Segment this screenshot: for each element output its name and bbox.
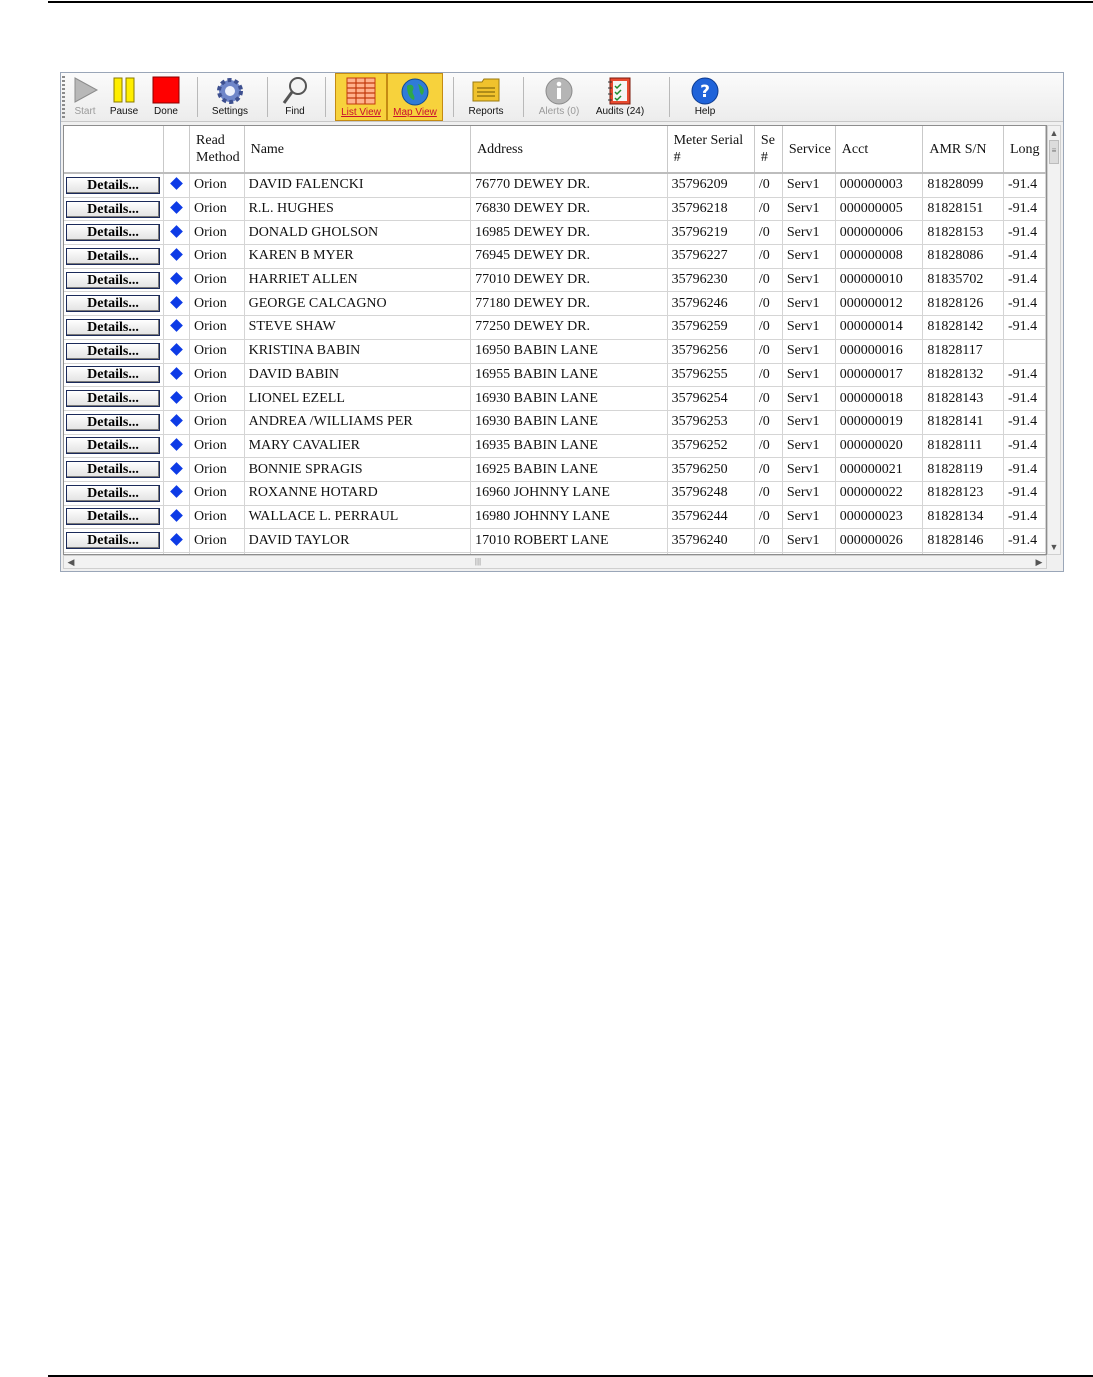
details-cell (64, 458, 164, 482)
column-header-se[interactable]: Se # (754, 126, 782, 173)
name-cell: HARRIET ALLEN (244, 268, 470, 292)
diamond-status-icon (170, 462, 183, 475)
diamond-status-icon (170, 533, 183, 546)
table-row[interactable] (64, 316, 1046, 340)
svg-text:?: ? (700, 82, 710, 102)
meter-serial-cell: 35796256 (667, 339, 754, 363)
details-button[interactable]: Details... (66, 437, 160, 454)
long-cell: -91.4 (1003, 410, 1045, 434)
read-method-cell: Orion (190, 245, 245, 269)
meter-serial-cell: 35796253 (667, 410, 754, 434)
se-cell: /0 (754, 387, 782, 411)
done-button[interactable] (147, 73, 185, 121)
se-cell: /0 (754, 245, 782, 269)
diamond-status-icon (170, 391, 183, 404)
address-cell: 77250 DEWEY DR. (471, 316, 668, 340)
start-label: Start (74, 106, 96, 117)
se-cell: /0 (754, 529, 782, 553)
details-button[interactable]: Details... (66, 390, 160, 407)
se-cell: /0 (754, 339, 782, 363)
service-cell: Serv1 (782, 481, 835, 505)
alerts-button[interactable] (533, 73, 585, 121)
read-method-cell: Orion (190, 268, 245, 292)
service-cell: Serv1 (782, 316, 835, 340)
se-cell: /0 (754, 173, 782, 197)
service-cell: Serv1 (782, 410, 835, 434)
diamond-status-icon (170, 249, 183, 262)
pause-label: Pause (109, 106, 139, 117)
amr-sn-cell: 81835702 (923, 268, 1004, 292)
meter-serial-cell: 35796230 (667, 268, 754, 292)
read-method-cell: Orion (190, 458, 245, 482)
long-cell: -91.4 (1003, 387, 1045, 411)
details-cell (64, 245, 164, 269)
amr-sn-cell: 81828117 (923, 339, 1004, 363)
se-cell: /0 (754, 434, 782, 458)
details-cell (64, 173, 164, 197)
done-label: Done (154, 106, 178, 117)
address-cell: 16930 BABIN LANE (471, 410, 668, 434)
service-cell: Serv1 (782, 458, 835, 482)
name-cell: ROXANNE HOTARD (244, 481, 470, 505)
read-method-cell: Orion (190, 292, 245, 316)
scroll-up-arrow-icon[interactable]: ▲ (1049, 128, 1059, 138)
meter-serial-cell: 35796248 (667, 481, 754, 505)
amr-sn-cell: 81828146 (923, 529, 1004, 553)
se-cell: /0 (754, 458, 782, 482)
service-cell: Serv1 (782, 245, 835, 269)
column-header-status[interactable] (164, 126, 190, 173)
acct-cell: 000000010 (835, 268, 923, 292)
details-button[interactable]: Details... (66, 461, 160, 478)
amr-sn-cell: 81828099 (923, 173, 1004, 197)
meter-table (64, 126, 1046, 555)
long-cell: -91.4 (1003, 316, 1045, 340)
long-cell: -91.4 (1003, 292, 1045, 316)
table-row[interactable] (64, 268, 1046, 292)
info-icon (544, 76, 574, 106)
toolbar-grip[interactable] (62, 76, 65, 118)
vertical-scroll-thumb[interactable]: ≡ (1049, 140, 1059, 164)
column-header-read-method[interactable]: Read Method (190, 126, 245, 173)
help-icon (690, 76, 720, 106)
gear-icon (215, 76, 245, 106)
amr-sn-cell: 81828086 (923, 245, 1004, 269)
diamond-status-icon (170, 414, 183, 427)
details-cell (64, 268, 164, 292)
toolbar-separator (669, 77, 670, 117)
details-cell (64, 387, 164, 411)
amr-sn-cell: 81828126 (923, 292, 1004, 316)
scroll-down-arrow-icon[interactable]: ▼ (1049, 542, 1059, 552)
name-cell: ANDREA /WILLIAMS PER (244, 410, 470, 434)
address-cell: 16935 BABIN LANE (471, 434, 668, 458)
status-cell (164, 173, 190, 197)
service-cell: Serv1 (782, 221, 835, 245)
scroll-right-arrow-icon[interactable]: ▶ (1035, 557, 1043, 567)
acct-cell: 000000020 (835, 434, 923, 458)
meter-reading-window (60, 72, 1064, 572)
details-cell (64, 505, 164, 529)
toolbar-separator (325, 77, 326, 117)
table-row[interactable] (64, 197, 1046, 221)
address-cell: 16960 JOHNNY LANE (471, 481, 668, 505)
diamond-status-icon (170, 320, 183, 333)
reports-label: Reports (468, 106, 504, 117)
name-cell: DAVID FALENCKI (244, 173, 470, 197)
name-cell: KAREN B MYER (244, 245, 470, 269)
status-cell (164, 363, 190, 387)
service-cell: Serv1 (782, 363, 835, 387)
table-row[interactable] (64, 529, 1046, 553)
long-cell: -91.4 (1003, 268, 1045, 292)
diamond-status-icon (170, 509, 183, 522)
settings-label: Settings (211, 106, 249, 117)
help-label: Help (694, 106, 716, 117)
acct-cell: 000000019 (835, 410, 923, 434)
acct-cell: 000000008 (835, 245, 923, 269)
address-cell: 77010 DEWEY DR. (471, 268, 668, 292)
acct-cell: 000000012 (835, 292, 923, 316)
diamond-status-icon (170, 438, 183, 451)
read-method-cell: Orion (190, 363, 245, 387)
status-cell (164, 316, 190, 340)
acct-cell: 000000016 (835, 339, 923, 363)
diamond-status-icon (170, 201, 183, 214)
acct-cell: 000000005 (835, 197, 923, 221)
details-cell (64, 363, 164, 387)
service-cell: Serv1 (782, 173, 835, 197)
status-cell (164, 505, 190, 529)
audits-label: Audits (24) (595, 106, 645, 117)
details-cell (64, 292, 164, 316)
read-method-cell: Orion (190, 173, 245, 197)
amr-sn-cell: 81828111 (923, 434, 1004, 458)
diamond-status-icon (170, 343, 183, 356)
diamond-status-icon (170, 272, 183, 285)
start-button[interactable] (67, 73, 103, 121)
column-header-amr-sn[interactable]: AMR S/N (923, 126, 1004, 173)
table-row[interactable] (64, 221, 1046, 245)
checklist-notebook-icon (605, 76, 635, 106)
acct-cell: 000000022 (835, 481, 923, 505)
toolbar-separator (453, 77, 454, 117)
address-cell: 16955 BABIN LANE (471, 363, 668, 387)
column-header-service[interactable]: Service (782, 126, 835, 173)
read-method-cell: Orion (190, 434, 245, 458)
meter-serial-cell: 35796240 (667, 529, 754, 553)
long-cell (1003, 339, 1045, 363)
meter-serial-cell: 35796246 (667, 292, 754, 316)
read-method-cell: Orion (190, 387, 245, 411)
table-row[interactable] (64, 458, 1046, 482)
table-row[interactable] (64, 434, 1046, 458)
name-cell: GEORGE CALCAGNO (244, 292, 470, 316)
address-cell: 16985 DEWEY DR. (471, 221, 668, 245)
details-cell (64, 434, 164, 458)
details-cell (64, 197, 164, 221)
diamond-status-icon (170, 296, 183, 309)
service-cell: Serv1 (782, 339, 835, 363)
map-view-label: Map View (393, 107, 437, 118)
status-cell (164, 221, 190, 245)
read-method-cell: Orion (190, 339, 245, 363)
amr-sn-cell: 81828151 (923, 197, 1004, 221)
read-method-cell: Orion (190, 505, 245, 529)
name-cell: STEVE SHAW (244, 316, 470, 340)
details-button[interactable]: Details... (66, 201, 160, 218)
acct-cell: 000000003 (835, 173, 923, 197)
diamond-status-icon (170, 485, 183, 498)
column-header-name[interactable]: Name (244, 126, 470, 173)
details-button[interactable]: Details... (66, 272, 160, 289)
meter-serial-cell: 35796259 (667, 316, 754, 340)
list-grid-icon (346, 77, 376, 105)
acct-cell: 000000017 (835, 363, 923, 387)
address-cell: 17010 ROBERT LANE (471, 529, 668, 553)
meter-serial-cell: 35796244 (667, 505, 754, 529)
long-cell: -91.4 (1003, 434, 1045, 458)
acct-cell: 000000014 (835, 316, 923, 340)
service-cell: Serv1 (782, 268, 835, 292)
column-header-meter-serial[interactable]: Meter Serial # (667, 126, 754, 173)
table-row[interactable] (64, 363, 1046, 387)
amr-sn-cell: 81828143 (923, 387, 1004, 411)
table-row[interactable] (64, 481, 1046, 505)
amr-sn-cell: 81828119 (923, 458, 1004, 482)
se-cell: /0 (754, 221, 782, 245)
status-cell (164, 387, 190, 411)
toolbar-separator (523, 77, 524, 117)
details-button[interactable]: Details... (66, 485, 160, 502)
table-row[interactable] (64, 339, 1046, 363)
se-cell: /0 (754, 410, 782, 434)
se-cell: /0 (754, 505, 782, 529)
acct-cell: 000000006 (835, 221, 923, 245)
amr-sn-cell: 81828153 (923, 221, 1004, 245)
name-cell: LIONEL EZELL (244, 387, 470, 411)
read-method-cell: Orion (190, 221, 245, 245)
acct-cell: 000000018 (835, 387, 923, 411)
horizontal-scroll-thumb[interactable]: ||| (474, 557, 482, 566)
name-cell: R.L. HUGHES (244, 197, 470, 221)
status-cell (164, 529, 190, 553)
details-cell (64, 221, 164, 245)
name-cell: DAVID BABIN (244, 363, 470, 387)
service-cell: Serv1 (782, 434, 835, 458)
status-cell (164, 458, 190, 482)
name-cell: DONALD GHOLSON (244, 221, 470, 245)
magnifier-icon (281, 76, 309, 106)
address-cell: 77180 DEWEY DR. (471, 292, 668, 316)
details-cell (64, 481, 164, 505)
meter-serial-cell: 35796209 (667, 173, 754, 197)
find-label: Find (285, 106, 305, 117)
long-cell: -91.4 (1003, 221, 1045, 245)
se-cell: /0 (754, 316, 782, 340)
long-cell: -91.4 (1003, 481, 1045, 505)
table-header-row (64, 126, 1046, 173)
read-method-cell: Orion (190, 316, 245, 340)
acct-cell: 000000026 (835, 529, 923, 553)
details-button[interactable]: Details... (66, 248, 160, 265)
service-cell: Serv1 (782, 387, 835, 411)
amr-sn-cell: 81828141 (923, 410, 1004, 434)
meter-serial-cell: 35796219 (667, 221, 754, 245)
top-rule (48, 1, 1093, 3)
address-cell: 16925 BABIN LANE (471, 458, 668, 482)
service-cell: Serv1 (782, 292, 835, 316)
se-cell: /0 (754, 292, 782, 316)
horizontal-scrollbar[interactable] (63, 555, 1047, 569)
address-cell: 16930 BABIN LANE (471, 387, 668, 411)
toolbar (61, 73, 1063, 122)
long-cell: -91.4 (1003, 173, 1045, 197)
address-cell: 16950 BABIN LANE (471, 339, 668, 363)
se-cell: /0 (754, 197, 782, 221)
long-cell: -91.4 (1003, 197, 1045, 221)
table-row[interactable] (64, 387, 1046, 411)
audits-button[interactable] (589, 73, 651, 121)
diamond-status-icon (170, 225, 183, 238)
list-view-label: List View (341, 107, 381, 118)
details-button[interactable]: Details... (66, 295, 160, 312)
amr-sn-cell: 81828142 (923, 316, 1004, 340)
long-cell: -91.4 (1003, 245, 1045, 269)
details-button[interactable]: Details... (66, 224, 160, 241)
vertical-scrollbar[interactable] (1047, 125, 1061, 555)
status-cell (164, 197, 190, 221)
meter-serial-cell: 35796252 (667, 434, 754, 458)
status-cell (164, 339, 190, 363)
alerts-label: Alerts (0) (538, 106, 580, 117)
se-cell: /0 (754, 268, 782, 292)
address-cell: 76770 DEWEY DR. (471, 173, 668, 197)
acct-cell: 000000021 (835, 458, 923, 482)
read-method-cell: Orion (190, 529, 245, 553)
details-button[interactable]: Details... (66, 366, 160, 383)
long-cell: -91.4 (1003, 458, 1045, 482)
details-button[interactable]: Details... (66, 177, 160, 194)
long-cell: -91.4 (1003, 529, 1045, 553)
find-button[interactable] (275, 73, 315, 121)
name-cell: DAVID TAYLOR (244, 529, 470, 553)
details-button[interactable]: Details... (66, 508, 160, 525)
table-row[interactable] (64, 410, 1046, 434)
status-cell (164, 434, 190, 458)
toolbar-separator (267, 77, 268, 117)
folder-icon (471, 76, 501, 104)
help-button[interactable] (685, 73, 725, 121)
table-row[interactable] (64, 245, 1046, 269)
read-method-cell: Orion (190, 197, 245, 221)
pause-button[interactable] (105, 73, 143, 121)
service-cell: Serv1 (782, 529, 835, 553)
column-header-acct[interactable]: Acct (835, 126, 923, 173)
service-cell: Serv1 (782, 197, 835, 221)
meter-list-grid (63, 125, 1047, 555)
pause-icon (111, 76, 137, 104)
meter-serial-cell: 35796254 (667, 387, 754, 411)
details-button[interactable]: Details... (66, 414, 160, 431)
details-cell (64, 410, 164, 434)
stop-icon (152, 76, 180, 104)
meter-table-body (64, 173, 1046, 555)
address-cell: 16980 JOHNNY LANE (471, 505, 668, 529)
acct-cell: 000000023 (835, 505, 923, 529)
diamond-status-icon (170, 177, 183, 190)
amr-sn-cell: 81828134 (923, 505, 1004, 529)
settings-button[interactable] (205, 73, 255, 121)
address-cell: 76830 DEWEY DR. (471, 197, 668, 221)
details-cell (64, 529, 164, 553)
details-button[interactable]: Details... (66, 532, 160, 549)
details-cell (64, 316, 164, 340)
read-method-cell: Orion (190, 481, 245, 505)
status-cell (164, 245, 190, 269)
meter-serial-cell: 35796255 (667, 363, 754, 387)
table-row[interactable] (64, 173, 1046, 197)
play-icon (71, 76, 99, 104)
meter-serial-cell: 35796250 (667, 458, 754, 482)
status-cell (164, 410, 190, 434)
meter-serial-cell: 35796218 (667, 197, 754, 221)
amr-sn-cell: 81828132 (923, 363, 1004, 387)
service-cell: Serv1 (782, 505, 835, 529)
table-row[interactable] (64, 292, 1046, 316)
name-cell: MARY CAVALIER (244, 434, 470, 458)
long-cell: -91.4 (1003, 363, 1045, 387)
table-row[interactable] (64, 505, 1046, 529)
toolbar-separator (197, 77, 198, 117)
details-cell (64, 339, 164, 363)
long-cell: -91.4 (1003, 505, 1045, 529)
status-cell (164, 292, 190, 316)
name-cell: BONNIE SPRAGIS (244, 458, 470, 482)
read-method-cell: Orion (190, 410, 245, 434)
scroll-left-arrow-icon[interactable]: ◀ (67, 557, 75, 567)
meter-serial-cell: 35796227 (667, 245, 754, 269)
status-cell (164, 268, 190, 292)
list-view-tab[interactable] (335, 73, 387, 121)
column-header-long[interactable]: Long (1003, 126, 1045, 173)
globe-icon (400, 77, 430, 107)
name-cell: WALLACE L. PERRAUL (244, 505, 470, 529)
diamond-status-icon (170, 367, 183, 380)
reports-button[interactable] (461, 73, 511, 121)
details-button[interactable]: Details... (66, 319, 160, 336)
se-cell: /0 (754, 481, 782, 505)
amr-sn-cell: 81828123 (923, 481, 1004, 505)
details-button[interactable]: Details... (66, 343, 160, 360)
column-header-details[interactable] (64, 126, 164, 173)
column-header-address[interactable]: Address (471, 126, 668, 173)
address-cell: 76945 DEWEY DR. (471, 245, 668, 269)
name-cell: KRISTINA BABIN (244, 339, 470, 363)
status-cell (164, 481, 190, 505)
se-cell: /0 (754, 363, 782, 387)
map-view-tab[interactable] (387, 73, 443, 121)
